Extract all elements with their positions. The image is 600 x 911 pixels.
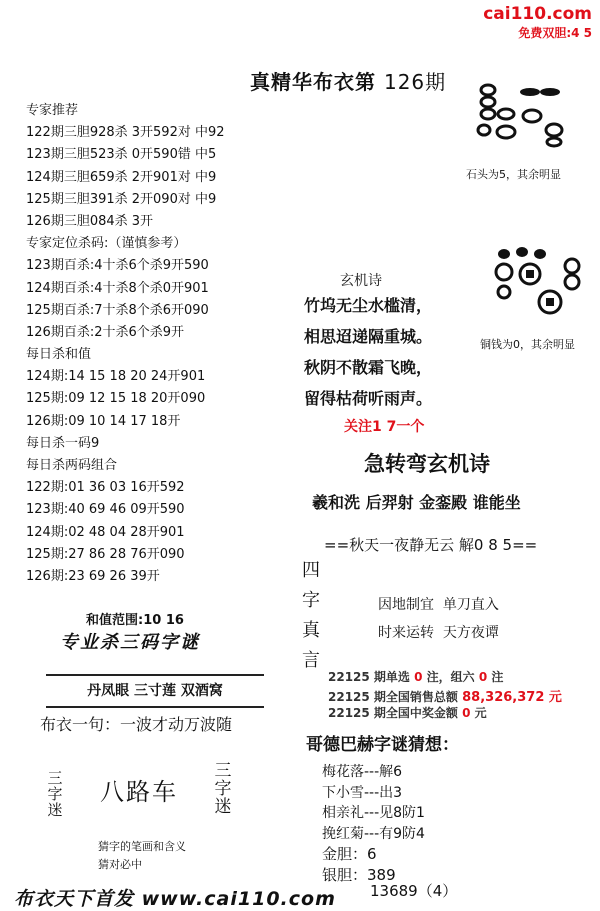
three-code-riddle-title: 专业杀三码字谜 bbox=[60, 632, 200, 653]
riddle-hint-2: 猜对必中 bbox=[98, 858, 142, 871]
lottery-label: 22125 期全国销售总额 bbox=[328, 690, 458, 704]
phrase-box: 丹凤眼 三寸莲 双酒窝 bbox=[46, 674, 264, 708]
goethe-row: 梅花落---解6 bbox=[322, 764, 403, 780]
position-row: 126期百杀:2十杀6个杀9开 bbox=[26, 324, 185, 340]
four-char: 言 bbox=[302, 650, 320, 671]
lottery-value: 0 bbox=[462, 706, 471, 720]
expert-row: 124期三胆659杀 2开901对 中9 bbox=[26, 169, 217, 185]
stone-caption: 石头为5，其余明显 bbox=[466, 168, 561, 181]
goethe-row: 相亲礼---见8防1 bbox=[322, 805, 425, 821]
lottery-row-1 bbox=[328, 668, 503, 685]
vertical-riddle-left: 三字迷 bbox=[47, 769, 63, 819]
poem-line: 相思迢递隔重城。 bbox=[304, 327, 433, 346]
sum-range-text: 和值范围:10 16 bbox=[86, 613, 184, 628]
four-char-column bbox=[302, 556, 324, 676]
phrase-row: 因地制宜 单刀直入 bbox=[378, 597, 499, 613]
expert-row: 123期三胆523杀 0开590错 中5 bbox=[26, 147, 217, 163]
lottery-tail: 注 bbox=[491, 670, 504, 684]
four-char: 四 bbox=[302, 560, 320, 581]
period-text: 126期 bbox=[383, 70, 447, 94]
position-row: 123期百杀:4十杀6个杀9开590 bbox=[26, 258, 209, 274]
goethe-list bbox=[322, 762, 425, 885]
left-column bbox=[26, 100, 316, 588]
lottery-row-2 bbox=[328, 686, 562, 705]
pair-row: 122期:01 36 03 16开592 bbox=[26, 480, 185, 496]
free-pick-text: 免费双胆:4 5 bbox=[518, 26, 592, 40]
autumn-line: ==秋天一夜静无云 解0 8 5== bbox=[324, 536, 538, 554]
poem-block bbox=[304, 290, 432, 414]
goethe-title: 哥德巴赫字谜猜想： bbox=[306, 735, 459, 755]
lottery-tail: 元 bbox=[474, 706, 487, 720]
coin-riddle-image bbox=[490, 244, 590, 324]
lottery-value: 88,326,372 元 bbox=[462, 690, 562, 705]
turn-line: 羲和洗 后羿射 金銮殿 谁能坐 bbox=[312, 493, 521, 512]
goethe-row: 下小雪---出3 bbox=[322, 784, 403, 801]
final-pick: 13689（4） bbox=[370, 882, 458, 900]
pair-row: 126期:23 69 26 39开 bbox=[26, 568, 160, 584]
title-text: 真精华布衣第 bbox=[250, 70, 376, 94]
coin-caption: 铜钱为0，其余明显 bbox=[480, 338, 575, 351]
position-row: 124期百杀:4十杀8个杀0开901 bbox=[26, 280, 209, 296]
goethe-row: 挽红菊---有9防4 bbox=[322, 825, 425, 842]
lottery-value: 0 bbox=[414, 670, 423, 684]
riddle-hint-1: 猜字的笔画和含义 bbox=[98, 840, 186, 853]
sum-row: 125期:09 12 15 18 20开090 bbox=[26, 391, 206, 407]
lottery-row-3 bbox=[328, 704, 487, 721]
four-char: 真 bbox=[302, 620, 320, 641]
pair-row: 123期:40 69 46 09开590 bbox=[26, 502, 185, 518]
expert-title: 专家推荐 bbox=[26, 103, 79, 118]
buyi-sentence: 布衣一句：一波才动万波随 bbox=[40, 715, 233, 734]
poem-line: 留得枯荷听雨声。 bbox=[304, 389, 433, 408]
poem-line: 竹坞无尘水槛清， bbox=[304, 296, 433, 315]
four-char: 字 bbox=[302, 590, 320, 611]
poem-line: 秋阴不散霜飞晚， bbox=[304, 358, 433, 377]
lottery-label: 22125 期单选 bbox=[328, 670, 410, 684]
pair-row: 125期:27 86 28 76开090 bbox=[26, 546, 185, 562]
attention-text: 关注1 7一个 bbox=[344, 419, 425, 435]
poem-title: 玄机诗 bbox=[340, 273, 382, 289]
lottery-rest: 注，组六 bbox=[426, 670, 475, 684]
expert-row: 125期三胆391杀 2开090对 中9 bbox=[26, 191, 217, 207]
stone-riddle-image bbox=[470, 78, 580, 148]
page-title bbox=[250, 66, 446, 95]
sum-row: 126期:09 10 14 17 18开 bbox=[26, 413, 181, 429]
footer-text[interactable]: 布衣天下首发 www.cai110.com bbox=[14, 888, 336, 910]
pair-row: 124期:02 48 04 28开901 bbox=[26, 524, 185, 540]
vertical-riddle-right: 三字迷 bbox=[214, 761, 232, 817]
position-title: 专家定位杀码:（谨慎参考） bbox=[26, 236, 187, 252]
kill-one-text: 每日杀一码9 bbox=[26, 435, 100, 451]
lottery-value2: 0 bbox=[478, 670, 488, 684]
silver-pick: 银胆：389 bbox=[322, 865, 396, 884]
site-logo-text[interactable]: cai110.com bbox=[483, 4, 592, 24]
sum-row: 124期:14 15 18 20 24开901 bbox=[26, 369, 206, 385]
lottery-label: 22125 期全国中奖金额 bbox=[328, 706, 458, 720]
position-row: 125期百杀:7十杀8个杀6开090 bbox=[26, 302, 209, 318]
gold-pick: 金胆：6 bbox=[322, 845, 377, 863]
phrase-row: 时来运转 天方夜谭 bbox=[378, 625, 499, 641]
turn-title: 急转弯玄机诗 bbox=[364, 452, 490, 476]
sum-title: 每日杀和值 bbox=[26, 347, 92, 363]
expert-row: 126期三胆084杀 3开 bbox=[26, 213, 154, 229]
pair-title: 每日杀两码组合 bbox=[26, 458, 118, 473]
riddle-word: 八路车 bbox=[100, 778, 178, 806]
expert-row: 122期三胆928杀 3开592对 中92 bbox=[26, 125, 225, 141]
